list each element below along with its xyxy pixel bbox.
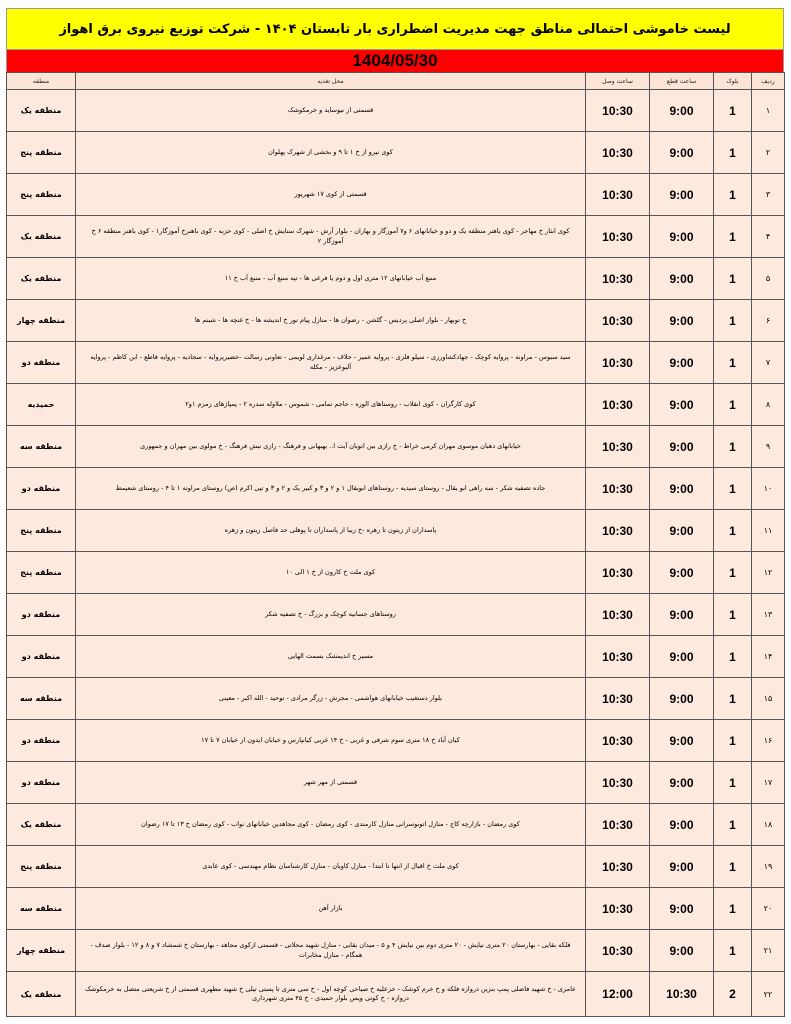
row-region: منطقه یک <box>7 90 76 132</box>
row-region: منطقه دو <box>7 636 76 678</box>
table-header-row <box>7 73 785 90</box>
row-block: 1 <box>714 594 752 636</box>
row-end-time: 10:30 <box>586 720 650 762</box>
row-number: ۱۷ <box>752 762 785 804</box>
row-end-time: 10:30 <box>586 216 650 258</box>
row-region: منطقه پنج <box>7 132 76 174</box>
row-block: 1 <box>714 426 752 468</box>
row-location: پاسداران از زیتون تا زهره -خ زیبا از پاسداران تا پوهلی حد فاصل زیتون و زهره <box>76 510 586 552</box>
row-location: کوی کارگران - کوی انقلاب - روستاهای الوزه - حاجم تمامی - شموس - ملاوله سدره ۲ - پمپاژهای زمزم ۱و۲ <box>76 384 586 426</box>
row-number: ۱۲ <box>752 552 785 594</box>
row-number: ۲ <box>752 132 785 174</box>
header-location: محل تغذیه <box>76 73 586 90</box>
row-location: عامری - خ شهید فاضلی پمپ بنزین دروازه فلکه و خ خرم کوشک - خزعلیه خ صیاحی کوچه اول - خ سی متری تا پستی تیلی خ شهید مطهری قسمتی از خ شریعتی متصل به خرمکوشک دروازه - خ کوتی ویس بلوار حمیدی - خ ۴۵ متری شهرداری <box>76 972 586 1017</box>
row-region: منطقه یک <box>7 972 76 1017</box>
row-location: کیان آباد خ ۱۸ متری سوم شرقی و غربی - خ ۱۴ غربی کیانپارس و خیابان ایدون از خیابان ۷ تا ۱۷ <box>76 720 586 762</box>
row-location: قسمتی از مهر شهر <box>76 762 586 804</box>
row-region: منطقه دو <box>7 468 76 510</box>
row-start-time: 9:00 <box>650 342 714 384</box>
row-number: ۱ <box>752 90 785 132</box>
row-start-time: 9:00 <box>650 216 714 258</box>
row-end-time: 10:30 <box>586 846 650 888</box>
row-start-time: 9:00 <box>650 636 714 678</box>
row-start-time: 9:00 <box>650 846 714 888</box>
row-location: فلکه بقایی - بهارستان ۲۰ متری نیایش - ۲۰ متری دوم بین نیایش ۴ و ۵ - میدان بقایی - منازل شهید محلاتی - قسمتی ازکوی مجاهد - بهارستان خ شمشاد ۷ و ۸ و ۱۲ - بلوار صدف - همگام - منازل مخابرات <box>76 930 586 972</box>
row-start-time: 9:00 <box>650 300 714 342</box>
table-row <box>7 258 785 300</box>
row-start-time: 9:00 <box>650 426 714 468</box>
row-location: قسمتی از نیوساید و خرمکوشک <box>76 90 586 132</box>
row-block: 1 <box>714 132 752 174</box>
row-end-time: 10:30 <box>586 762 650 804</box>
table-row <box>7 216 785 258</box>
row-region: منطقه دو <box>7 594 76 636</box>
row-region: منطقه یک <box>7 804 76 846</box>
row-block: 1 <box>714 678 752 720</box>
row-number: ۷ <box>752 342 785 384</box>
row-region: منطقه سه <box>7 426 76 468</box>
row-block: 1 <box>714 930 752 972</box>
row-region: منطقه پنج <box>7 846 76 888</box>
row-end-time: 10:30 <box>586 468 650 510</box>
row-number: ۱۸ <box>752 804 785 846</box>
row-number: ۶ <box>752 300 785 342</box>
row-block: 1 <box>714 762 752 804</box>
row-region: منطقه دو <box>7 762 76 804</box>
table-row <box>7 888 785 930</box>
row-start-time: 9:00 <box>650 384 714 426</box>
row-end-time: 10:30 <box>586 636 650 678</box>
row-end-time: 10:30 <box>586 258 650 300</box>
header-row-number: ردیف <box>752 73 785 90</box>
outage-table <box>6 72 785 1017</box>
row-location: جاده تصفیه شکر - سه راهی ابو یقال - روستای سیدیه - روستاهای ابویقال ۱ و ۲ و ۳ و کبیر یک و ۲ و ۳ و تپی اکرم (ص) روستای مراونه ۱ تا ۴ - روستای شعیمط <box>76 468 586 510</box>
table-row <box>7 846 785 888</box>
row-region: منطقه چهار <box>7 930 76 972</box>
row-block: 1 <box>714 510 752 552</box>
row-region: منطقه پنج <box>7 552 76 594</box>
row-number: ۱۹ <box>752 846 785 888</box>
row-end-time: 10:30 <box>586 594 650 636</box>
row-end-time: 10:30 <box>586 90 650 132</box>
table-row <box>7 468 785 510</box>
sheet-date: 1404/05/30 <box>6 50 784 72</box>
row-region: منطقه یک <box>7 216 76 258</box>
row-number: ۱۱ <box>752 510 785 552</box>
outage-sheet <box>6 8 784 1017</box>
row-block: 1 <box>714 636 752 678</box>
row-start-time: 9:00 <box>650 720 714 762</box>
row-start-time: 9:00 <box>650 762 714 804</box>
row-start-time: 9:00 <box>650 552 714 594</box>
row-number: ۲۲ <box>752 972 785 1017</box>
row-start-time: 9:00 <box>650 132 714 174</box>
row-start-time: 9:00 <box>650 594 714 636</box>
table-row <box>7 426 785 468</box>
row-region: منطقه دو <box>7 720 76 762</box>
row-start-time: 9:00 <box>650 90 714 132</box>
row-start-time: 10:30 <box>650 972 714 1017</box>
header-end-time: ساعت وصل <box>586 73 650 90</box>
row-location: کوی ملت خ اقبال از انتها تا ابتدا - منازل کاوبان - منازل کارشناسان نظام مهندسی - کوی عابدی <box>76 846 586 888</box>
row-number: ۱۵ <box>752 678 785 720</box>
row-number: ۵ <box>752 258 785 300</box>
table-row <box>7 384 785 426</box>
table-row <box>7 636 785 678</box>
row-location: روستاهای جسانیه کوچک و بزرگ - خ تصفیه شکر <box>76 594 586 636</box>
row-end-time: 10:30 <box>586 384 650 426</box>
row-location: کوی نیرو از خ ۱ تا ۹ و بخشی از شهرک پهلوان <box>76 132 586 174</box>
row-location: کوی ملت خ کارون از خ ۱ الی ۱۰ <box>76 552 586 594</box>
table-row <box>7 930 785 972</box>
table-row <box>7 594 785 636</box>
table-row <box>7 342 785 384</box>
row-end-time: 10:30 <box>586 678 650 720</box>
table-row <box>7 552 785 594</box>
row-location: مسیر خ اندیمشک بسمت الهایی <box>76 636 586 678</box>
row-block: 1 <box>714 90 752 132</box>
row-block: 1 <box>714 468 752 510</box>
row-region: منطقه سه <box>7 888 76 930</box>
row-region: منطقه پنج <box>7 510 76 552</box>
row-start-time: 9:00 <box>650 468 714 510</box>
row-end-time: 12:00 <box>586 972 650 1017</box>
row-end-time: 10:30 <box>586 804 650 846</box>
table-row <box>7 300 785 342</box>
row-region: منطقه پنج <box>7 174 76 216</box>
row-location: کوی ابثار خ مهاجر - کوی باهنر منطقه یک و دو و خیابانهای ۶ و۷ آموزگار و بهاران - بلوار آرش - شهرک ستایش خ اصلی - کوی حزبه - کوی باهنرخ آموزگار۱ - کوی باهنر منطقه ۶ خ آموزگار ۲ <box>76 216 586 258</box>
row-start-time: 9:00 <box>650 510 714 552</box>
row-number: ۱۴ <box>752 636 785 678</box>
row-number: ۹ <box>752 426 785 468</box>
row-start-time: 9:00 <box>650 174 714 216</box>
row-region: منطقه یک <box>7 258 76 300</box>
row-block: 1 <box>714 174 752 216</box>
table-row <box>7 678 785 720</box>
row-block: 1 <box>714 888 752 930</box>
table-row <box>7 132 785 174</box>
row-block: 1 <box>714 342 752 384</box>
row-block: 1 <box>714 216 752 258</box>
row-block: 1 <box>714 720 752 762</box>
row-start-time: 9:00 <box>650 804 714 846</box>
row-number: ۲۰ <box>752 888 785 930</box>
row-number: ۸ <box>752 384 785 426</box>
row-location: سید سبوس - مراونه - پروایه کوچک - جهادکشاورزی - سیلو فلزی - پروایه عمیر - حلاف - مرغداری لویمی - تعاونی رسالت -خضیرپروایه - سجادیه - پروایه قاطع - ابن کاظم - پروایه آلبوعزیز - مکله <box>76 342 586 384</box>
table-row <box>7 762 785 804</box>
row-end-time: 10:30 <box>586 174 650 216</box>
row-start-time: 9:00 <box>650 258 714 300</box>
header-region: منطقه <box>7 73 76 90</box>
row-number: ۱۳ <box>752 594 785 636</box>
row-block: 1 <box>714 300 752 342</box>
row-number: ۳ <box>752 174 785 216</box>
row-block: 1 <box>714 258 752 300</box>
row-end-time: 10:30 <box>586 930 650 972</box>
row-block: 1 <box>714 552 752 594</box>
row-block: 1 <box>714 846 752 888</box>
header-block: بلوک <box>714 73 752 90</box>
row-block: 1 <box>714 384 752 426</box>
sheet-title: لیست خاموشی احتمالی مناطق جهت مدیریت اضطراری بار تابستان ۱۴۰۴ - شرکت توزیع نیروی برق اهواز <box>6 8 784 50</box>
row-number: ۱۰ <box>752 468 785 510</box>
row-location: بازار آهن <box>76 888 586 930</box>
row-end-time: 10:30 <box>586 552 650 594</box>
table-row <box>7 510 785 552</box>
row-block: 1 <box>714 804 752 846</box>
table-row <box>7 972 785 1017</box>
table-row <box>7 804 785 846</box>
row-region: منطقه چهار <box>7 300 76 342</box>
row-location: بلوار دستغیب خیابانهای هواشمی - مجرش - زرگر مرادی - توحید - الله اکبر - معینی <box>76 678 586 720</box>
row-end-time: 10:30 <box>586 132 650 174</box>
header-start-time: ساعت قطع <box>650 73 714 90</box>
row-location: قسمتی از کوی ۱۷ شهریور <box>76 174 586 216</box>
row-end-time: 10:30 <box>586 888 650 930</box>
row-location: خیابانهای دهبان موسوی مهران کرمی خراط - خ رازی بین اتوبان آیت ا.. بهبهانی و فرهنگ - رازی نبش فرهنگ - خ مولوی بین مهران و جمهوری <box>76 426 586 468</box>
row-region: منطقه دو <box>7 342 76 384</box>
row-number: ۲۱ <box>752 930 785 972</box>
row-end-time: 10:30 <box>586 342 650 384</box>
row-location: خ نوبهار - بلوار اصلی پردیس - گلشن - رضوان ها - منازل پیام نور خ اندیشه ها - خ غنچه ها - شبنم ها <box>76 300 586 342</box>
row-start-time: 9:00 <box>650 888 714 930</box>
row-block: 2 <box>714 972 752 1017</box>
table-row <box>7 174 785 216</box>
row-number: ۴ <box>752 216 785 258</box>
row-region: منطقه سه <box>7 678 76 720</box>
row-start-time: 9:00 <box>650 930 714 972</box>
row-location: کوی رمضان - بازارچه کاج - منازل اتوبوسرانی منازل کارمندی - کوی رمضان - کوی مجاهدین خیابانهای نواب - کوی رمضان خ ۱۳ تا ۱۷ رضوان <box>76 804 586 846</box>
table-row <box>7 720 785 762</box>
row-end-time: 10:30 <box>586 426 650 468</box>
row-end-time: 10:30 <box>586 510 650 552</box>
table-row <box>7 90 785 132</box>
row-number: ۱۶ <box>752 720 785 762</box>
row-location: منبع آب خیابانهای ۱۲ متری اول و دوم یا فرعی ها - تپه منبع آب - منبع آب خ ۱۱ <box>76 258 586 300</box>
row-region: حمیدیه <box>7 384 76 426</box>
row-start-time: 9:00 <box>650 678 714 720</box>
row-end-time: 10:30 <box>586 300 650 342</box>
